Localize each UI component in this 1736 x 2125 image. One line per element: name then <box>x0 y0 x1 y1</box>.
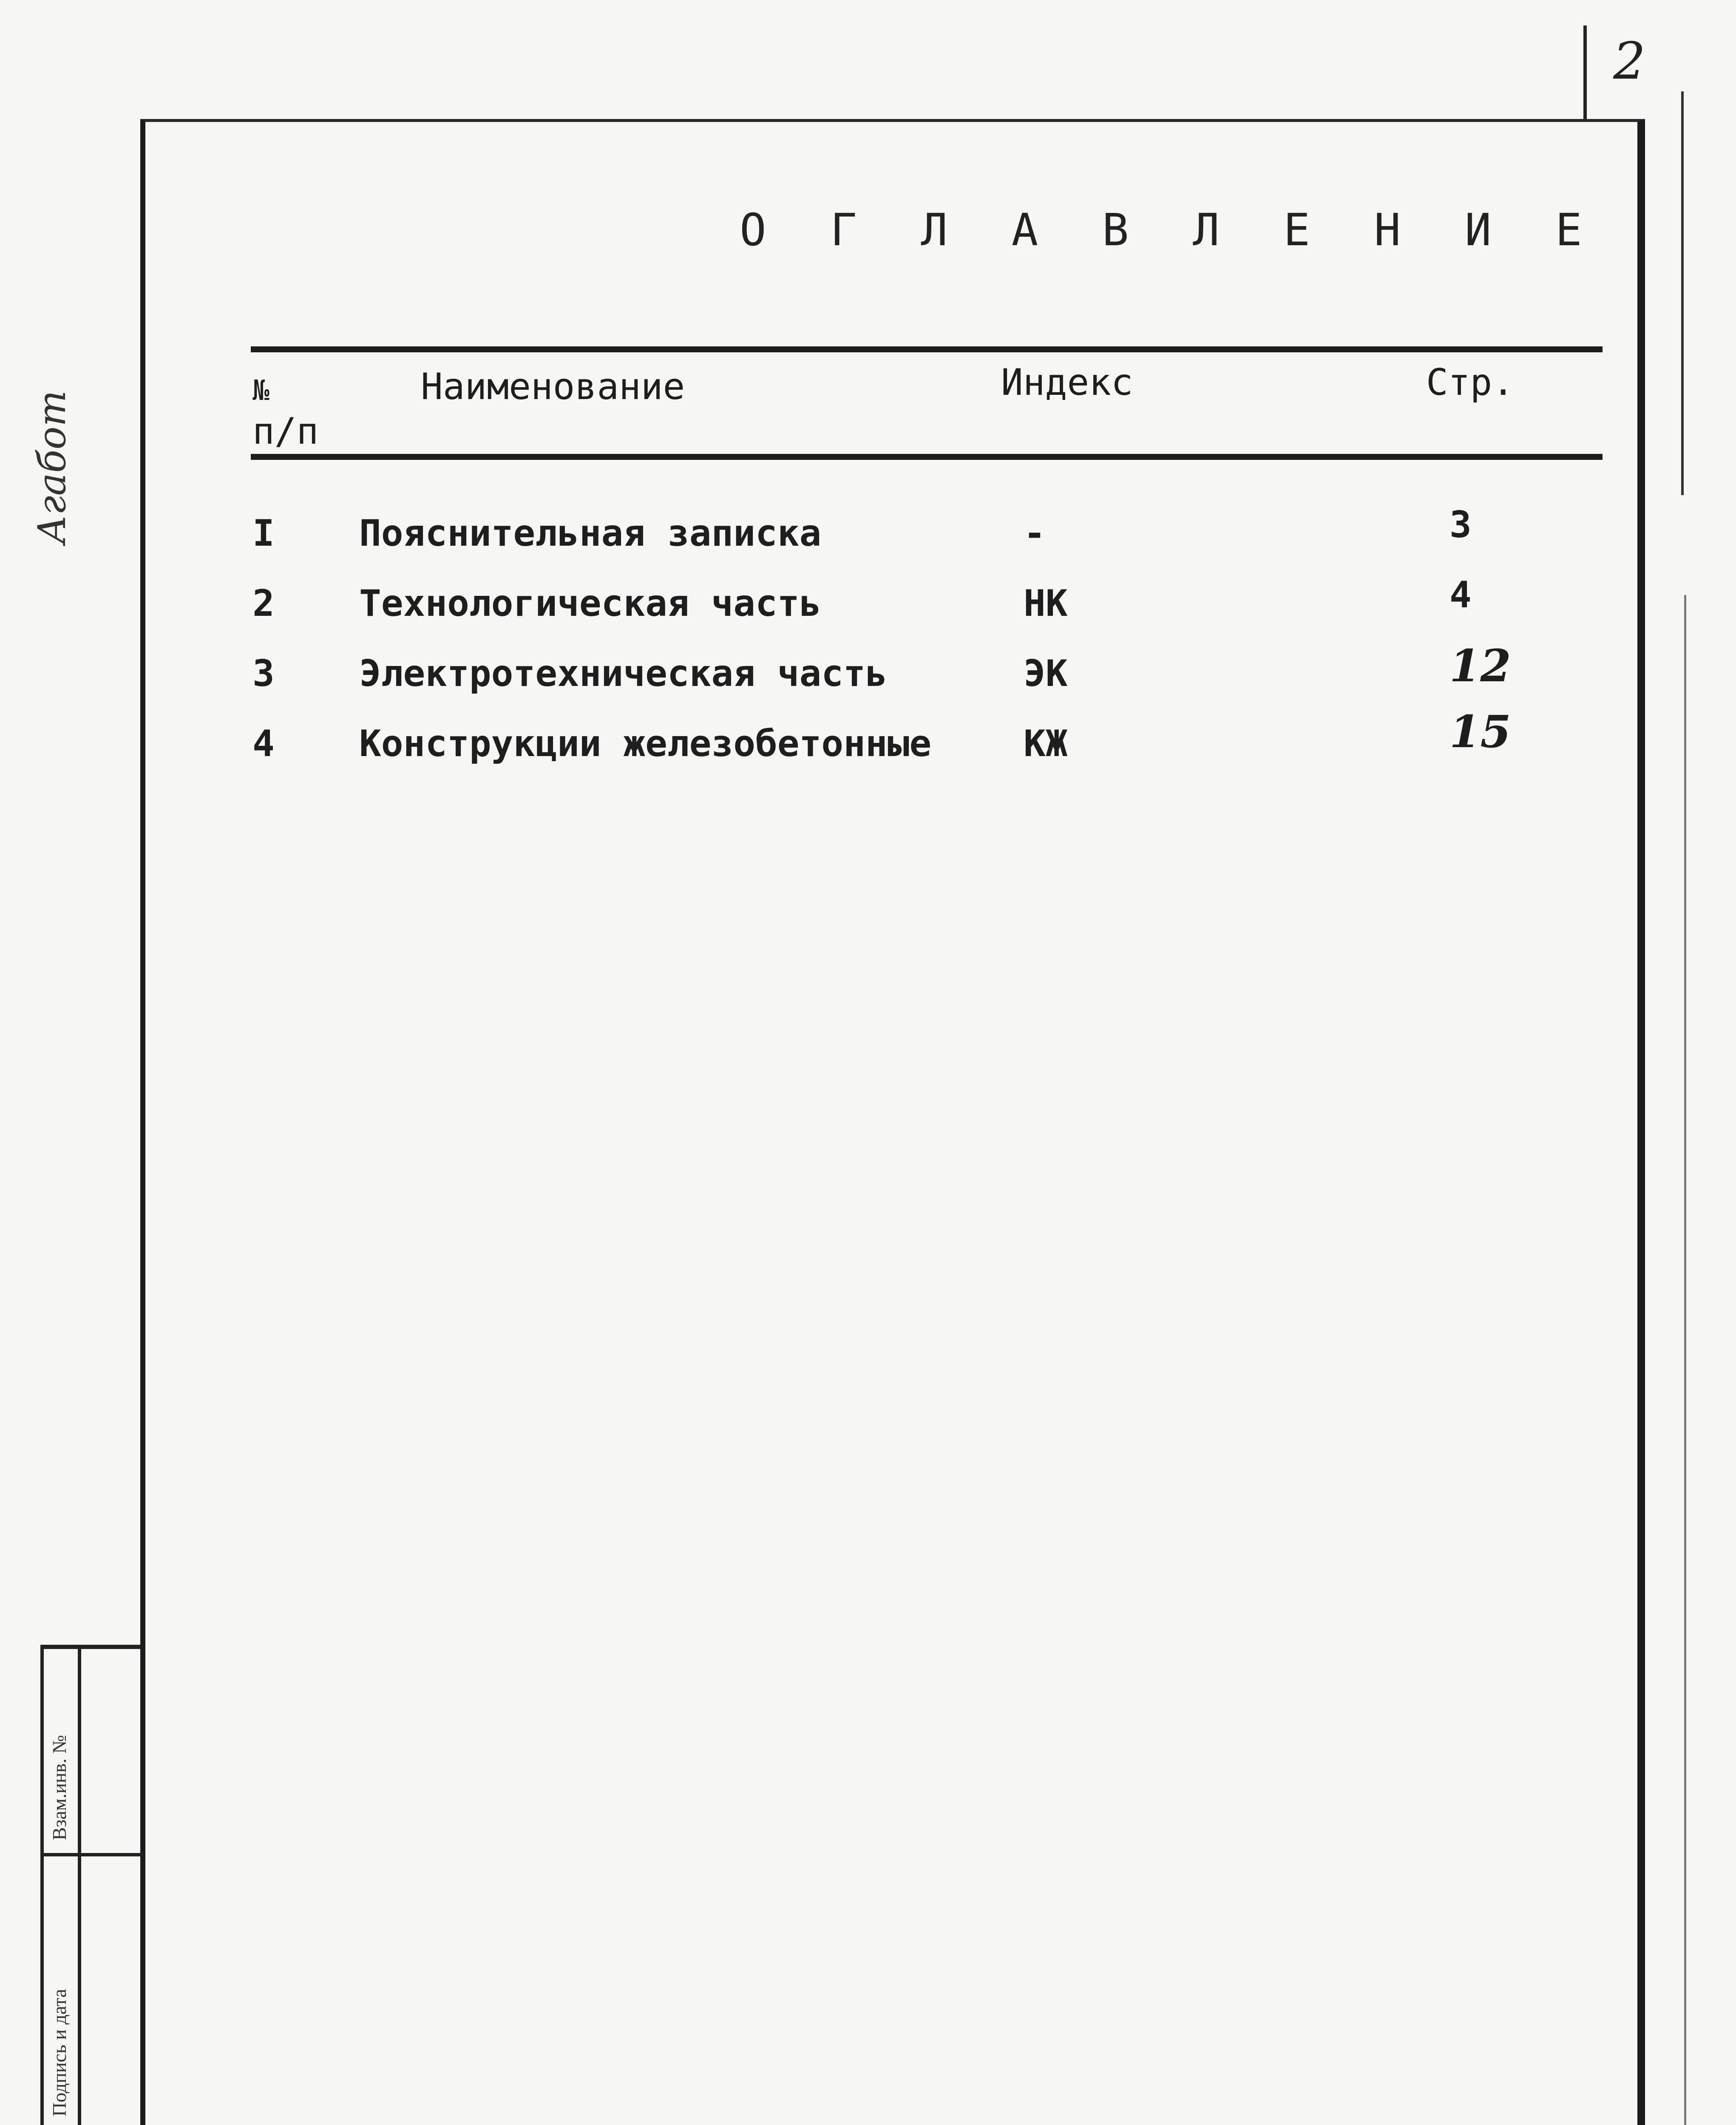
side-stamp-column-line <box>78 1649 81 2125</box>
table-row <box>0 504 1736 563</box>
row-page: 4 <box>1450 574 1472 616</box>
row-page: 12 <box>1450 640 1511 692</box>
row-name: Электротехническая часть <box>359 652 888 695</box>
header-index: Индекс <box>1001 361 1133 404</box>
row-index: КЖ <box>1024 722 1068 765</box>
row-name: Пояснительная записка <box>359 512 822 555</box>
header-name: Наименование <box>421 366 685 408</box>
corner-sheet-number: 2 <box>1613 32 1646 91</box>
row-index: ЭК <box>1024 652 1068 695</box>
frame-edge-line <box>1681 91 1684 495</box>
side-signature: Агабот <box>30 390 74 544</box>
row-index: - <box>1024 512 1046 555</box>
table-row <box>0 574 1736 633</box>
row-number: 3 <box>252 652 275 695</box>
table-row <box>0 706 1736 774</box>
page-title: О Г Л А В Л Е Н И Е <box>740 204 1601 256</box>
row-page: 3 <box>1450 504 1472 546</box>
row-name: Конструкции железобетонные <box>359 722 932 765</box>
side-stamp-divider <box>44 1853 144 1856</box>
row-number: 4 <box>252 722 275 765</box>
row-number: I <box>252 512 275 555</box>
row-name: Технологическая часть <box>359 582 822 625</box>
side-stamp <box>40 1645 140 2125</box>
header-num: № <box>252 374 269 407</box>
frame-edge-line-lower <box>1684 595 1686 2125</box>
table-row <box>0 640 1736 703</box>
row-page: 15 <box>1450 706 1511 758</box>
header-page: Стр. <box>1426 361 1515 404</box>
row-number: 2 <box>252 582 275 625</box>
side-field-signature-date: Подпись и дата <box>48 1989 70 2116</box>
side-field-replacement: Взам.инв. № <box>48 1735 70 1840</box>
header-num-sub: п/п <box>252 410 319 453</box>
drawing-frame <box>140 119 1645 2125</box>
row-index: НК <box>1024 582 1068 625</box>
table-header-rule <box>251 454 1603 460</box>
table-top-rule <box>251 346 1603 352</box>
